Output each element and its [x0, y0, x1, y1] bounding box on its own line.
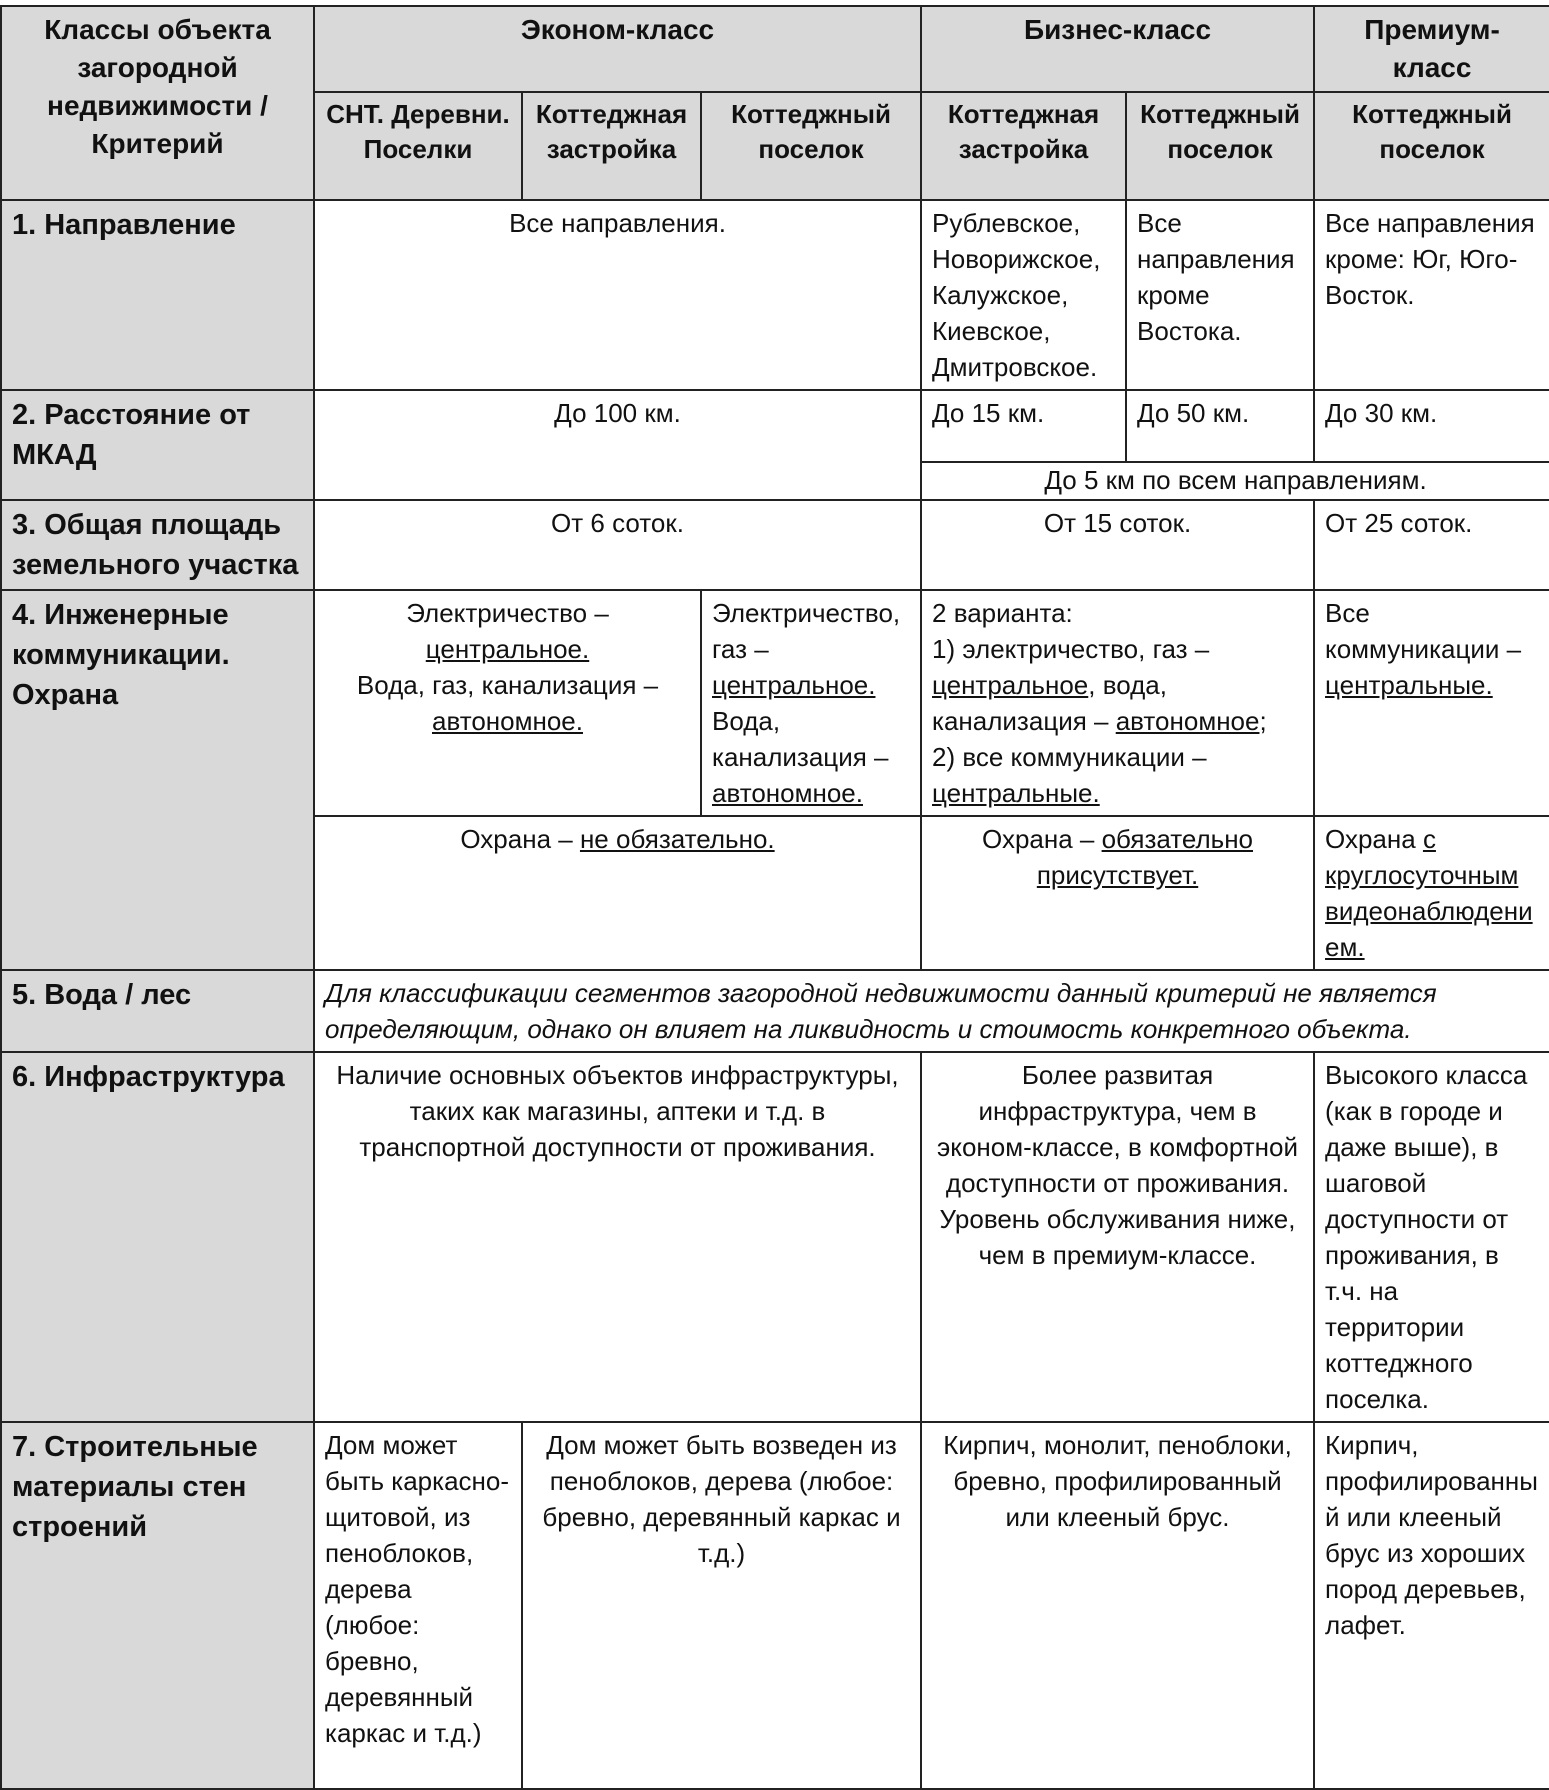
criterion-materials: 7. Строительные материалы стен строений — [1, 1422, 314, 1789]
distance-premium: До 30 км. — [1314, 390, 1549, 462]
security-business: Охрана – обязательно присутствует. — [921, 816, 1314, 970]
direction-premium: Все направления кроме: Юг, Юго-Восток. — [1314, 200, 1549, 390]
distance-econom: До 100 км. — [314, 390, 921, 500]
header-criterion: Классы объекта загородной недвижимости / Критерий — [1, 6, 314, 200]
header-econom: Эконом-класс — [314, 6, 921, 92]
direction-business-village: Все направления кроме Востока. — [1126, 200, 1314, 390]
utilities-econom-a: Электричество – центральное. Вода, газ, канализация – автономное. — [314, 590, 701, 816]
security-econom: Охрана – не обязательно. — [314, 816, 921, 970]
header-econom-cottage-village: Коттеджный поселок — [701, 92, 921, 200]
header-econom-cottage-build: Коттеджная застройка — [522, 92, 701, 200]
criterion-distance: 2. Расстояние от МКАД — [1, 390, 314, 500]
distance-business-village: До 50 км. — [1126, 390, 1314, 462]
row-infrastructure — [1, 1052, 1549, 1422]
materials-premium: Кирпич, профилированный или клееный брус из хороших пород деревьев, лафет. — [1314, 1422, 1549, 1789]
header-row-classes — [1, 6, 1549, 92]
criterion-area: 3. Общая площадь земельного участка — [1, 500, 314, 590]
infra-business: Более развитая инфраструктура, чем в эконом-классе, в комфортной доступности от проживания. Уровень обслуживания ниже, чем в премиум-классе. — [921, 1052, 1314, 1422]
header-business-cottage-build: Коттеджная застройка — [921, 92, 1126, 200]
area-premium: От 25 соток. — [1314, 500, 1549, 590]
header-snt: СНТ. Деревни. Поселки — [314, 92, 522, 200]
area-econom: От 6 соток. — [314, 500, 921, 590]
materials-econom-cottage: Дом может быть возведен из пеноблоков, дерева (любое: бревно, деревянный каркас и т.д.) — [522, 1422, 921, 1789]
criterion-water: 5. Вода / лес — [1, 970, 314, 1052]
row-direction — [1, 200, 1549, 390]
row-distance — [1, 390, 1549, 462]
row-utilities — [1, 590, 1549, 816]
criterion-infrastructure: 6. Инфраструктура — [1, 1052, 314, 1422]
infra-premium: Высокого класса (как в городе и даже выше), в шаговой доступности от проживания, в т.ч. на территории коттеджного поселка. — [1314, 1052, 1549, 1422]
water-note: Для классификации сегментов загородной недвижимости данный критерий не является определяющим, однако он влияет на ликвидность и стоимость конкретного объекта. — [314, 970, 1549, 1052]
distance-business-build: До 15 км. — [921, 390, 1126, 462]
criterion-utilities: 4. Инженерные коммуникации. Охрана — [1, 590, 314, 970]
utilities-premium: Все коммуникации – центральные. — [1314, 590, 1549, 816]
row-materials — [1, 1422, 1549, 1789]
row-area — [1, 500, 1549, 590]
header-premium-cottage-village: Коттеджный поселок — [1314, 92, 1549, 200]
materials-snt: Дом может быть каркасно-щитовой, из пеноблоков, дерева (любое: бревно, деревянный каркас и т.д.) — [314, 1422, 522, 1789]
direction-business-build: Рублевское, Новорижское, Калужское, Киевское, Дмитровское. — [921, 200, 1126, 390]
infra-econom: Наличие основных объектов инфраструктуры, таких как магазины, аптеки и т.д. в транспортной доступности от проживания. — [314, 1052, 921, 1422]
row-water — [1, 970, 1549, 1052]
area-business: От 15 соток. — [921, 500, 1314, 590]
criterion-direction: 1. Направление — [1, 200, 314, 390]
header-business-cottage-village: Коттеджный поселок — [1126, 92, 1314, 200]
header-premium: Премиум-класс — [1314, 6, 1549, 92]
utilities-business: 2 варианта: 1) электричество, газ – центральное, вода, канализация – автономное; 2) все коммуникации – центральные. — [921, 590, 1314, 816]
distance-shared: До 5 км по всем направлениям. — [921, 462, 1549, 500]
utilities-econom-b: Электричество, газ – центральное. Вода, канализация – автономное. — [701, 590, 921, 816]
direction-econom: Все направления. — [314, 200, 921, 390]
materials-business: Кирпич, монолит, пеноблоки, бревно, профилированный или клееный брус. — [921, 1422, 1314, 1789]
real-estate-class-table — [0, 5, 1549, 1790]
header-business: Бизнес-класс — [921, 6, 1314, 92]
security-premium: Охрана с круглосуточным видеонаблюдением. — [1314, 816, 1549, 970]
